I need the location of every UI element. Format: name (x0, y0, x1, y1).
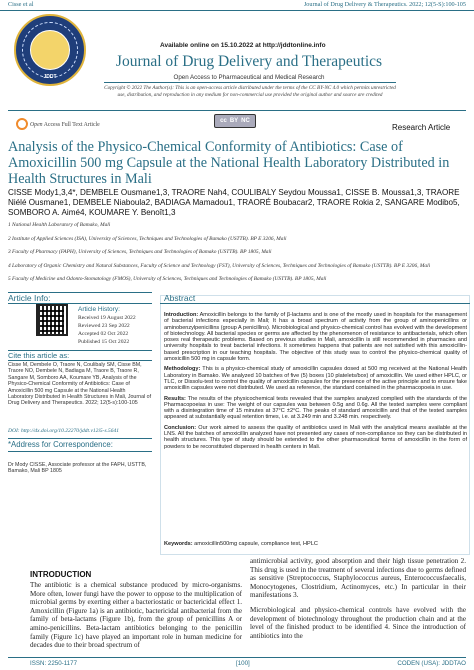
running-header (8, 0, 466, 10)
open-access-brand: Open (30, 122, 43, 128)
keywords-label: Keywords: (164, 541, 193, 547)
affiliation-item: 2 Institute of Applied Sciences (ISA), University of Sciences, Techniques and Technologies of Bamako (USTTB). BP E 3206, Mali (8, 235, 287, 242)
introduction-heading: INTRODUCTION (30, 570, 92, 579)
correspondence-heading: *Address for Correspondence: (8, 440, 113, 449)
affiliation-item: 5 Faculty of Medicine and Odonto-Stomatology (FMOS), University of Sciences, Techniques and Technologies of Bamako (USTTB). BP 1805, Mali (8, 276, 327, 282)
history-heading: Article History: (78, 306, 120, 313)
keywords (164, 541, 467, 547)
availability-line: Available online on 15.10.2022 at http://jddtonline.info (160, 42, 326, 49)
qr-code-pattern (40, 308, 64, 332)
cc-icon: cc (220, 118, 227, 124)
affiliation-item: 3 Faculty of Pharmacy (FAPH), University of Sciences, Techniques and Technologies of Bamako (USTTB). BP 1805, Mali (8, 249, 272, 255)
history-received: Received 19 August 2022 (78, 315, 136, 321)
article-title: Analysis of the Physico-Chemical Conformity of Antibiotics: Case of Amoxicillin 500 mg Capsule at the National Health Laboratory Distributed in Health Structures in Mali (8, 139, 450, 187)
cc-license-badge[interactable] (214, 114, 256, 128)
sidebar-rule (8, 438, 152, 439)
journal-subtitle: Open Access to Pharmaceutical and Medical Research (173, 74, 325, 81)
abstract-intro: Amoxicillin belongs to the family of β-lactams and is one of the mostly used in hospitals for the management of bacterial infections especially in Mali; It has a broad spectrum of activity from the group of aminopenicillins or aminobenzylpenicillins (group A penicillins). Microbiological and physico-chemical control has evolved with the development of biotechnology. All bacterial species or germs are affected by the phenomenon of resistance to antibacterials, which often poses real therapeutic problems. Based on previous studies in Mali, amoxicillin is still recommended in pharmacies and university hospitals to treat bacterial infections. It sometimes happens that patients are not satisfied with this amoxicillin-based prescription in our teaching hospitals. The objective of this study was to control the physico-chemical quality of amoxicillin 500 mg in capsule form. (164, 312, 467, 363)
journal-logo (14, 14, 86, 86)
affiliation-item: 4 Laboratory of Organic Chemistry and Natural Substances, Faculty of Science and Technology (FST), University of Sciences, Techniques and Technologies of Bamako (USTTB). BP E 3206, Mali (8, 262, 431, 269)
abstract-intro-label: Introduction: (164, 312, 199, 318)
abstract-conclusion-label: Conclusion: (164, 424, 197, 431)
keywords-text: amoxicillin500mg capsule, compliance test, HPLC (192, 541, 318, 547)
abstract-conclusion: Our work aimed to assess the quality of antibiotics used in Mali with the analytical means available at the LNS. All the batches of amoxicillin analyzed have not presented any cases of non-compliance so they can be distributed in health structures. This type of study should be extended to the other pharmaceutical forms of amoxicillin in the form of powders to be reconstituted dispensed in health centers in Mali. (164, 424, 467, 450)
introduction-paragraph: antimicrobial activity, good absorption and their high tissue penetration 2. This drug is used in the treatment of several infections due to germs defined as sensitive (Streptococcus, Staphylococcus aureus, Enterococcusfaecalis, Monocytogenes, Clostridium, Actinomyces, etc.) In particular in their manifestations 3. (250, 557, 466, 600)
nc-icon: NC (241, 118, 250, 124)
masthead-rule (104, 82, 396, 83)
citation-text: Cisse M, Dembele O, Traore N, Coulibaly SM, Cisse BM, Traore NO, Dembele N, Badiaga M, Traore B, Traore R, Sangare M, Somboro AA, Koumare YB, Analysis of the Physico-Chemical Conformity of Antibiotics: Case of Amoxicillin 500 mg Capsule at the National Health Laboratory Distributed in Health Structures in Mali, Journal of Drug Delivery and Therapeutics. 2022; 12(5-s):100-105 (8, 362, 152, 407)
page-number: [100] (236, 660, 250, 667)
footer-coden: CODEN (USA): JDDTAO (397, 660, 466, 667)
article-info-heading: Article Info: (8, 293, 51, 303)
abstract-method-label: Methodology: (164, 366, 201, 373)
article-history (78, 306, 136, 346)
journal-title: Journal of Drug Delivery and Therapeutics (115, 53, 383, 70)
correspondence-text: Dr Mody CISSE, Associate professor at the FAPH, USTTB, Bamako, Mali BP 1805 (8, 462, 147, 475)
affiliation-item: 1 National Health Laboratory of Bamako, Mali (8, 222, 111, 228)
sidebar-rule (8, 360, 152, 361)
cite-heading: Cite this article as: (8, 351, 70, 360)
footer-rule (8, 657, 466, 658)
introduction-column-2 (250, 557, 466, 646)
doi-link[interactable]: DOI: http://dx.doi.org/10.22270/jddt.v12i5-s.5641 (8, 428, 120, 434)
open-access-label (30, 122, 100, 128)
affiliations (8, 222, 468, 290)
author-list: CISSE Mody1,3,4*, DEMBELE Ousmane1,3, TRAORE Nah4, COULIBALY Seydou Moussa1, CISSE B. Moussa1,3, TRAORE Niélé Ousmane1, DEMBELE Niaboula2, BADIAGA Mamadou1, TRAORÉ Boubacar2, TRAORE Rokia 2, SANGARE Modibo5, SOMBORO A. Aimé4, KOUMARE Y. Benoît1,3 (8, 188, 460, 218)
copyright-notice: Copyright © 2022 The Author(s): This is an open-access article distributed under the terms of the CC BY-NC 4.0 which permits unrestricted use, distribution, and reproduction in any medium for non-commercial use provided the original author and source are credited (104, 85, 396, 98)
running-header-authors: Cisse et al (8, 1, 34, 8)
open-access-text: Access Full Text Article (43, 122, 100, 128)
abstract-heading: Abstract (164, 293, 196, 303)
abstract-method: This is a physico-chemical study of amoxicillin capsules dosed at 500 mg received at the National Health Laboratory in Bamako. We analyzed 10 batches of five (5) boxes (10 platelets/box) of amoxicillin. We used either HPLC, or TLC, or Dissolu-test to control the quality of amoxicillin capsules for the presence of the active principle and to ensure fake amoxicillin capsules were not distributed. We used as reference, the standard contained in the pharmacopoeia in use. (164, 366, 467, 392)
header-rule (0, 10, 474, 11)
by-icon: BY (229, 118, 239, 124)
logo-emblem (30, 30, 70, 70)
history-accepted: Accepted 02 Oct 2022 (78, 331, 129, 337)
footer-issn: ISSN: 2250-1177 (30, 660, 78, 667)
sidebar-rule (8, 451, 152, 452)
logo-text: JDDT (43, 74, 57, 80)
abstract-results: The results of the physicochemical tests revealed that the samples analyzed complied with the standards of the Pharmacopoeias in use: The weight of our capsules was between 0.5g and 0.6g. All the tested samples were compliant with a disintegration time of 15 minutes at 37°C ±2°C. The peaks of standard amoxicillin and that of the tested samples appeared at substantially equal retention times, i.e. at 3.249 min and 3.248 min. respectively. (164, 395, 467, 421)
running-header-journal: Journal of Drug Delivery & Therapeutics. 2022; 12(5-S):100-105 (303, 1, 466, 8)
abstract-rule (160, 303, 470, 304)
sidebar-rule (8, 303, 152, 304)
history-reviewed: Reviewed 23 Sep 2022 (78, 323, 130, 329)
abstract-results-label: Results: (164, 395, 186, 402)
history-published: Published 15 Oct 2022 (78, 339, 130, 345)
abstract-body (164, 312, 467, 454)
masthead-bottom-rule (8, 110, 466, 111)
introduction-paragraph: The antibiotic is a chemical substance produced by micro-organisms. More often, lower fungi have the power to oppose to the multiplication of microbial germs by exerting either a bacteriostatic or bactericidal effect 1. Amoxicillin (Figure 1a) is an antibiotic, bactericidal antibacterial from the family of beta-lactams (Figure 1b), from the group of penicillins A or amino-penicillins. Beta-lactam antibiotics belonging to the penicillin family (Figure 1c) have played an important role in human medicine for decades due to their broad spectrum of (30, 581, 242, 650)
article-type: Research Article (392, 123, 451, 132)
open-access-lock-icon (16, 118, 28, 130)
introduction-paragraph: Microbiological and physico-chemical controls have evolved with the development of biotechnology throughout the production chain and at the level of the finished product to be identified 4. Since the introduction of antibiotics into the (250, 605, 466, 640)
